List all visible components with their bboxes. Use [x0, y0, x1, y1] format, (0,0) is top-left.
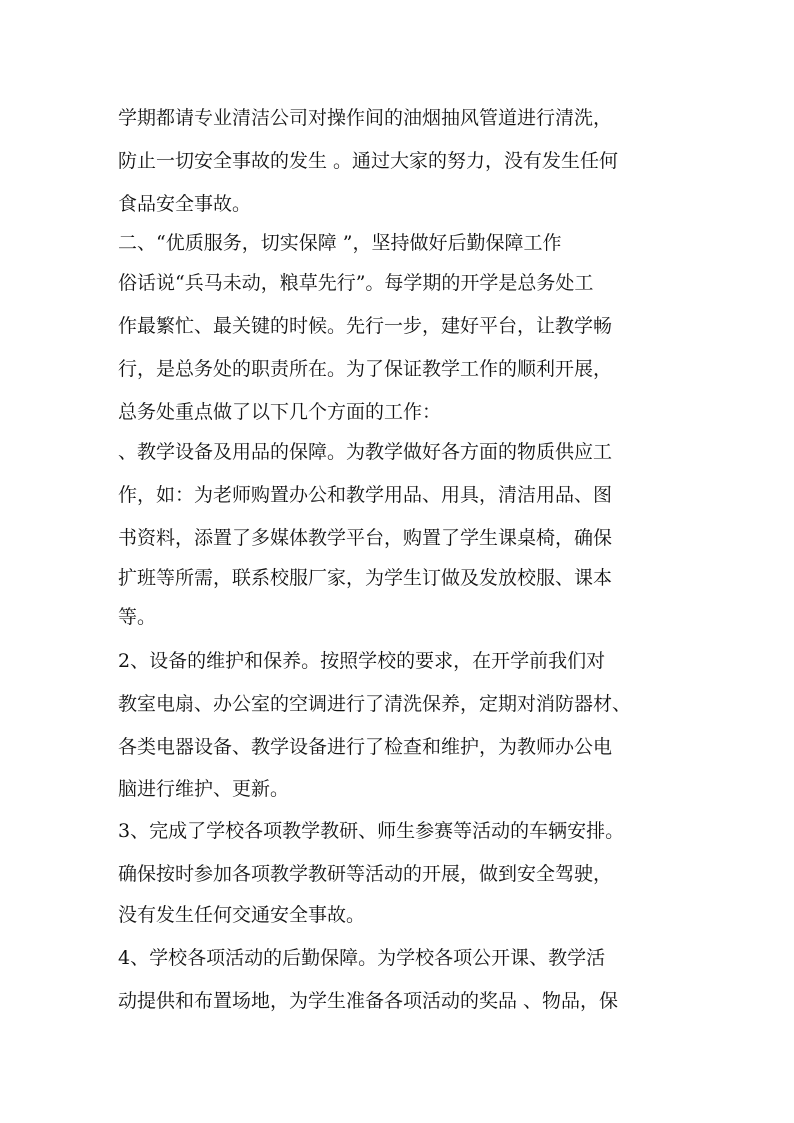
list-item-line: 各类电器设备、教学设备进行了检查和维护，为教师办公电	[118, 736, 613, 758]
list-item-line: 、教学设备及用品的保障。为教学做好各方面的物质供应工	[118, 441, 613, 463]
paragraph-line: 总务处重点做了以下几个方面的工作：	[118, 401, 442, 423]
list-item-line: 脑进行维护、更新。	[118, 778, 290, 800]
list-item-line: 2、设备的维护和保养。按照学校的要求，在开学前我们对	[118, 650, 606, 672]
paragraph-line: 学期都请专业清洁公司对操作间的油烟抽风管道进行清洗，	[118, 107, 613, 129]
section-heading: 二、“优质服务，切实保障 ”，坚持做好后勤保障工作	[118, 232, 562, 254]
list-item-line: 确保按时参加各项教学教研等活动的开展，做到安全驾驶，	[118, 863, 613, 885]
list-item-line: 教室电扇、办公室的空调进行了清洗保养，定期对消防器材、	[118, 693, 632, 715]
list-item-line: 书资料，添置了多媒体教学平台，购置了学生课桌椅，确保	[118, 527, 613, 549]
list-item-line: 3、完成了学校各项教学教研、师生参赛等活动的车辆安排。	[118, 820, 625, 842]
list-item-line: 扩班等所需，联系校服厂家，为学生订做及发放校服、课本	[118, 567, 613, 589]
list-item-line: 动提供和布置场地，为学生准备各项活动的奖品 、物品，保	[118, 990, 619, 1012]
paragraph-line: 食品安全事故。	[118, 193, 252, 215]
paragraph-line: 俗话说“兵马未动，粮草先行”。每学期的开学是总务处工	[118, 272, 594, 294]
list-item-line: 4、学校各项活动的后勤保障。为学校各项公开课、教学活	[118, 947, 606, 969]
paragraph-line: 行，是总务处的职责所在。为了保证教学工作的顺利开展，	[118, 358, 613, 380]
paragraph-line: 防止一切安全事故的发生 。通过大家的努力，没有发生任何	[118, 150, 619, 172]
list-item-line: 作，如：为老师购置办公和教学用品、用具，清洁用品、图	[118, 484, 613, 506]
list-item-line: 没有发生任何交通安全事故。	[118, 904, 366, 926]
paragraph-line: 作最繁忙、最关键的时候。先行一步，建好平台，让教学畅	[118, 315, 613, 337]
list-item-line: 等。	[118, 606, 157, 628]
